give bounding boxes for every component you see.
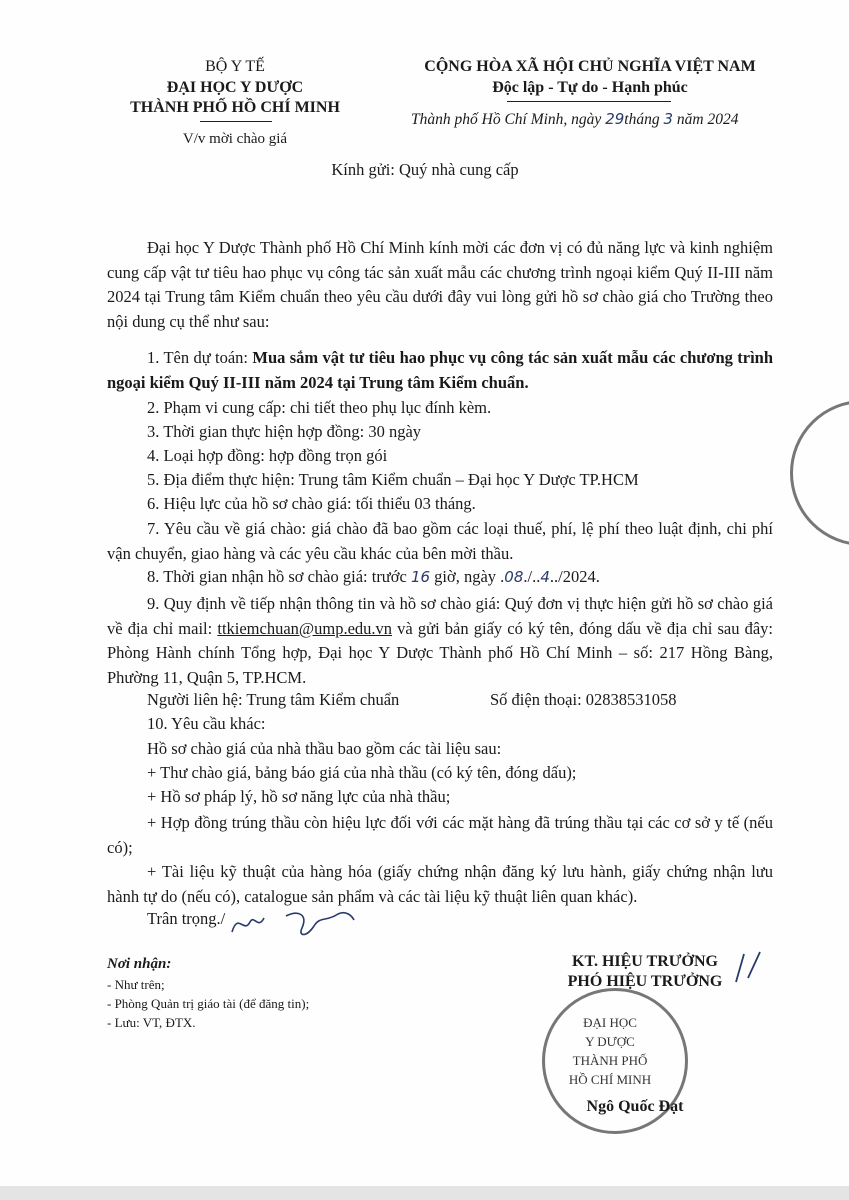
intro-text: Đại học Y Dược Thành phố Hồ Chí Minh kính mời các đơn vị có đủ năng lực và kinh nghiệm cung cấp vật tư tiêu hao phục vụ công tác sản xuất mẫu các chương trình ngoại kiểm Quý II-III năm 2024 tại Trung tâm Kiểm chuẩn theo yêu cầu dưới đây vui lòng gửi hồ sơ chào giá cho Trường theo nội dung cụ thể như sau: [107, 238, 773, 331]
item-8-mid: giờ, ngày [434, 567, 497, 586]
item-8 [147, 567, 600, 587]
edge-seal-partial [790, 400, 849, 546]
item-6: 6. Hiệu lực của hồ sơ chào giá: tối thiểu 03 tháng. [147, 494, 476, 513]
stamp-line-2: Y DƯỢC [585, 1034, 635, 1049]
item-4: 4. Loại hợp đồng: hợp đồng trọn gói [147, 446, 388, 465]
republic-name: CỘNG HÒA XÃ HỘI CHỦ NGHĨA VIỆT NAM [424, 58, 756, 75]
item-1-label: 1. Tên dự toán: [147, 348, 248, 367]
intro-paragraph [107, 236, 773, 334]
item-9-text: 9. Quy định về tiếp nhận thông tin và hồ sơ chào giá: Quý đơn vị thực hiện gửi hồ sơ chào giá về địa chỉ mail: [107, 594, 773, 638]
doc-4-text: + Tài liệu kỹ thuật của hàng hóa (giấy chứng nhận đăng ký lưu hành, giấy chứng nhận lưu hành tự do (nếu có), catalogue sản phẩm và các tài liệu kỹ thuật liên quan khác). [107, 862, 773, 906]
email-link[interactable]: ttkiemchuan@ump.edu.vn [217, 618, 393, 638]
item-2: 2. Phạm vi cung cấp: chi tiết theo phụ lục đính kèm. [147, 398, 492, 417]
date-line [411, 110, 738, 129]
doc-3 [107, 811, 773, 860]
date-prefix: Thành phố Hồ Chí Minh, ngày [411, 111, 602, 128]
date-day: 29 [605, 110, 625, 128]
doc-4 [107, 860, 773, 909]
item-1-value: Mua sắm vật tư tiêu hao phục vụ công tác sản xuất mẫu các chương trình ngoại kiểm Quý II-III năm 2024 tại Trung tâm Kiểm chuẩn. [107, 348, 774, 392]
recipient-1: - Như trên; [107, 977, 165, 992]
salutation: Kính gửi: Quý nhà cung cấp [331, 160, 519, 179]
item-5: 5. Địa điểm thực hiện: Trung tâm Kiểm chuẩn – Đại học Y Dược TP.HCM [147, 470, 639, 489]
docs-intro: Hồ sơ chào giá của nhà thầu bao gồm các tài liệu sau: [147, 739, 502, 758]
item-10: 10. Yêu cầu khác: [147, 714, 266, 733]
signature-title-1: KT. HIỆU TRƯỞNG [572, 953, 718, 970]
scan-bottom-edge [0, 1186, 849, 1200]
doc-3-text: + Hợp đồng trúng thầu còn hiệu lực đối với các mặt hàng đã trúng thầu tại các cơ sở y tế (nếu có); [107, 813, 773, 857]
item-9 [107, 592, 773, 690]
stamp-line-1: ĐẠI HỌC [583, 1015, 637, 1030]
item-8-date-fill: .08./..4../2024. [500, 567, 600, 586]
national-motto: Độc lập - Tự do - Hạnh phúc [492, 79, 688, 96]
item-7 [107, 517, 773, 566]
header-left-underline [200, 121, 272, 122]
signature-stroke [736, 952, 760, 982]
item-7-text: 7. Yêu cầu về giá chào: giá chào đã bao gồm các loại thuế, phí, lệ phí theo luật định, chi phí vận chuyển, giao hàng và các yêu cầu khác của bên mời thầu. [107, 519, 773, 563]
date-month: 3 [663, 110, 674, 128]
item-1 [107, 346, 773, 395]
ministry-name: BỘ Y TẾ [205, 58, 265, 75]
signature-title-2: PHÓ HIỆU TRƯỞNG [567, 973, 723, 990]
item-8-hour: 16 [410, 568, 431, 586]
university-name-line1: ĐẠI HỌC Y DƯỢC [166, 79, 304, 96]
subject-line: V/v mời chào giá [182, 131, 288, 147]
initials-stroke-1 [232, 918, 264, 932]
item-3: 3. Thời gian thực hiện hợp đồng: 30 ngày [147, 422, 422, 441]
stamp-line-3: THÀNH PHỐ [572, 1053, 648, 1068]
item-8-month: 4 [540, 568, 550, 586]
initials-signature [228, 904, 358, 940]
recipient-3: - Lưu: VT, ĐTX. [107, 1015, 196, 1030]
contact-phone: Số điện thoại: 02838531058 [490, 690, 677, 709]
item-8-year: /2024. [558, 567, 600, 586]
contact-person: Người liên hệ: Trung tâm Kiểm chuẩn [147, 690, 400, 709]
signature-scribble [730, 948, 770, 988]
signer-name: Ngô Quốc Đạt [586, 1098, 684, 1115]
item-9-text-after: và gửi bản giấy có ký tên, đóng dấu về địa chỉ sau đây: Phòng Hành chính Tổng hợp, Đại học Y Dược Thành phố Hồ Chí Minh – số: 217 Hồng Bàng, Phường 11, Quận 5, TP.HCM. [107, 618, 773, 687]
stamp-line-4: HỒ CHÍ MINH [568, 1072, 652, 1087]
date-year: năm 2024 [676, 111, 739, 128]
recipient-2: - Phòng Quản trị giáo tài (để đăng tin); [107, 996, 310, 1011]
item-8-day: 08 [504, 568, 524, 586]
item-8-prefix: 8. Thời gian nhận hồ sơ chào giá: trước [147, 567, 407, 586]
closing: Trân trọng./ [147, 909, 226, 928]
header-right-underline [507, 101, 671, 102]
doc-2: + Hồ sơ pháp lý, hồ sơ năng lực của nhà thầu; [147, 787, 451, 806]
initials-stroke-2 [286, 913, 354, 935]
university-name-line2: THÀNH PHỐ HỒ CHÍ MINH [130, 99, 340, 116]
date-month-label: tháng [624, 111, 660, 128]
doc-1: + Thư chào giá, bảng báo giá của nhà thầu (có ký tên, đóng dấu); [147, 763, 577, 782]
recipients-title: Nơi nhận: [107, 956, 172, 972]
